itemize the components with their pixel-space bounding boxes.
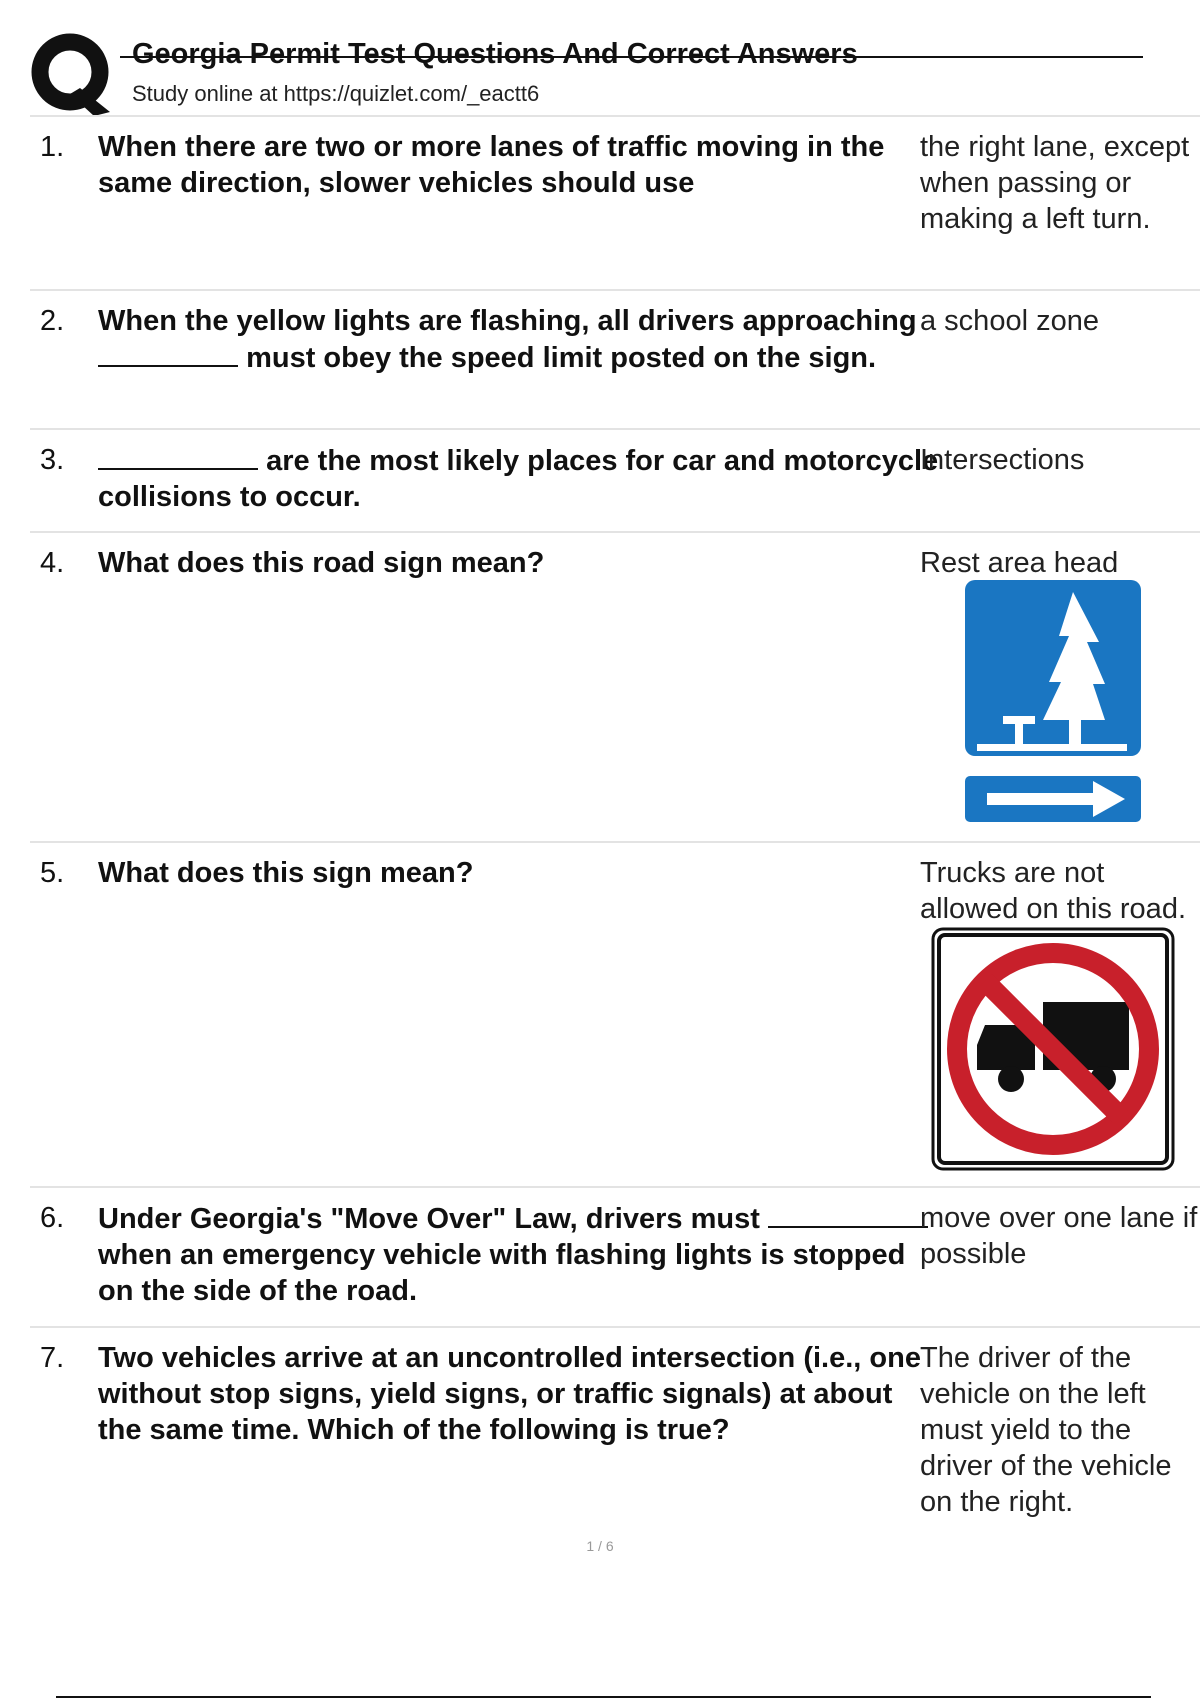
question-item-7 [30,1328,1200,1528]
question-text [98,1200,943,1309]
answer-text: The driver of the vehicle on the left must yield to the driver of the vehicle on the right. [920,1342,1172,1518]
fill-in-blank [98,442,258,470]
question-item-3 [30,430,1200,533]
question-text-after: when an emergency vehicle with flashing lights is stopped on the side of the road. [98,1239,906,1307]
document-title: Georgia Permit Test Questions And Correct Answers [132,38,858,70]
question-number: 1. [40,131,65,163]
question-item-6 [30,1188,1200,1328]
question-text-before: Under Georgia's "Move Over" Law, drivers must [98,1203,760,1235]
answer-text: Rest area head [920,547,1119,579]
question-number: 7. [40,1342,65,1374]
question-number: 3. [40,444,65,476]
page-header [0,0,1200,118]
question-number: 2. [40,305,65,337]
question-number: 6. [40,1202,65,1234]
footer-rule [56,1696,1151,1698]
rest-area-sign-icon [965,580,1143,830]
question-text-after: are the most likely places for car and motorcycle collisions to occur. [98,445,939,513]
question-item-2 [30,291,1200,430]
question-text [98,442,943,515]
no-trucks-sign-icon [931,927,1175,1171]
answer-text: a school zone [920,305,1099,337]
question-item-5 [30,843,1200,1188]
answer-text: Intersections [920,444,1085,476]
question-number: 5. [40,857,65,889]
answer-text: Trucks are not allowed on this road. [920,857,1186,925]
answer-text: move over one lane if possible [920,1202,1198,1270]
question-item-4 [30,533,1200,843]
question-text: What does this road sign mean? [98,547,545,579]
fill-in-blank [98,339,238,367]
page-number: 1 / 6 [586,1538,614,1554]
study-url: Study online at https://quizlet.com/_eactt6 [132,81,540,106]
question-text-after: must obey the speed limit posted on the sign. [246,342,877,374]
question-number: 4. [40,547,65,579]
question-text: When there are two or more lanes of traffic moving in the same direction, slower vehicles should use [98,131,885,199]
question-text-before: When the yellow lights are flashing, all drivers approaching [98,305,917,337]
quizlet-logo-icon [30,32,114,116]
question-text: What does this sign mean? [98,857,474,889]
question-text [98,303,943,376]
answer-text: the right lane, except when passing or making a left turn. [920,131,1190,235]
fill-in-blank [768,1200,928,1228]
question-text: Two vehicles arrive at an uncontrolled intersection (i.e., one without stop signs, yield signs, or traffic signals) at about the same time. Which of the following is true? [98,1342,921,1446]
question-item-1 [30,117,1200,291]
